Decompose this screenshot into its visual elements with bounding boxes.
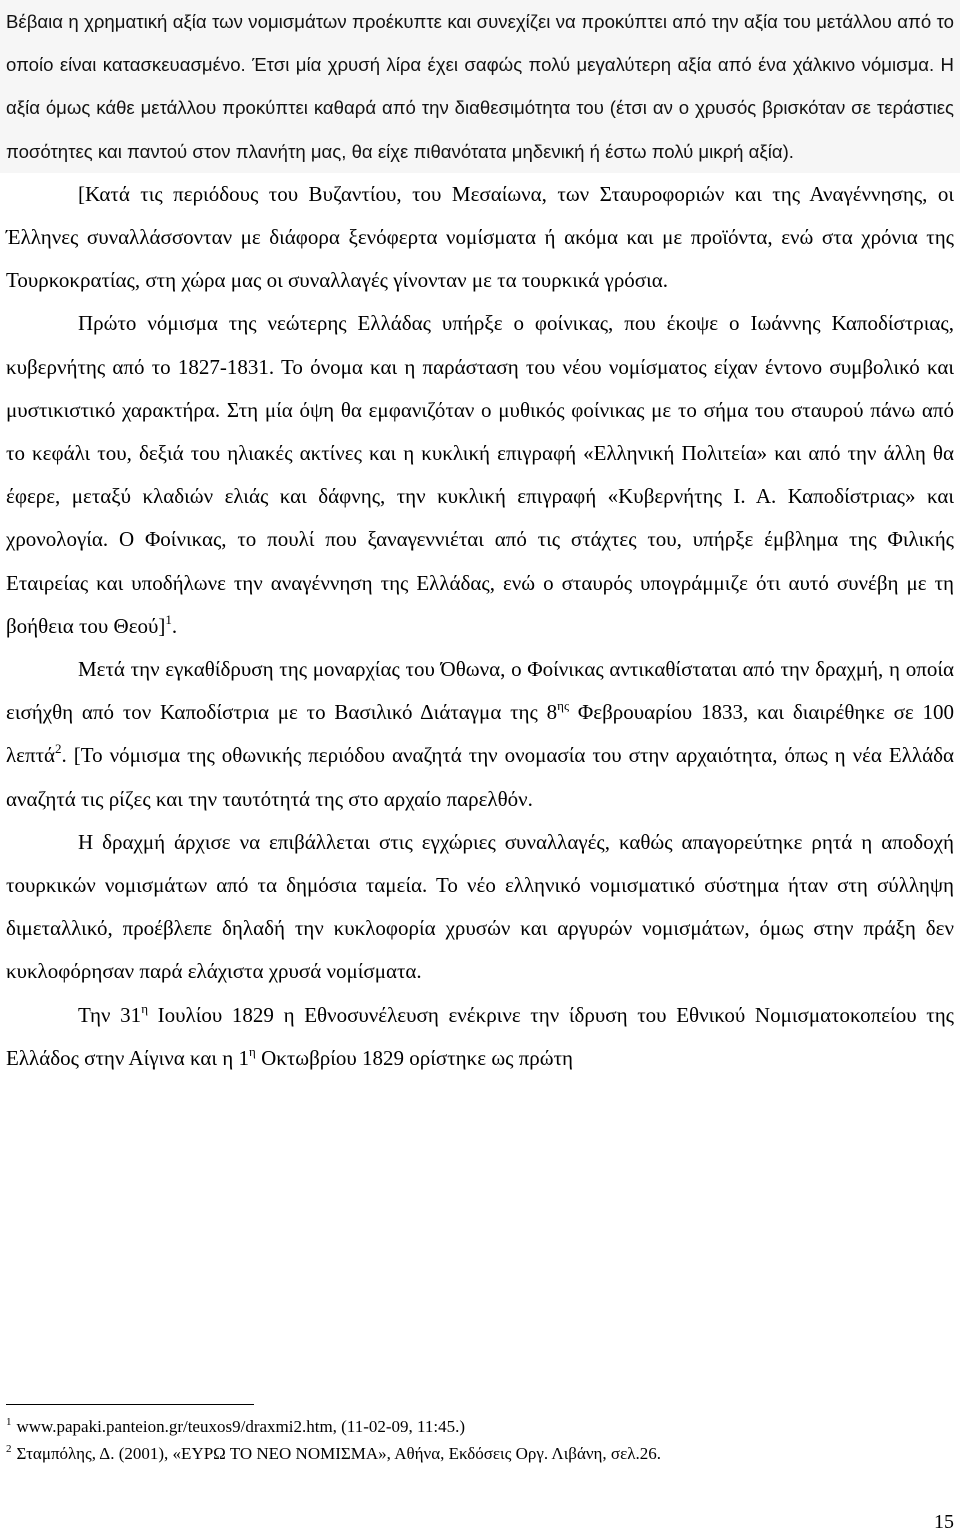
footnote-ref-1[interactable]: 1 — [165, 611, 172, 627]
footnote-separator — [6, 1404, 254, 1405]
paragraph-3-end: . — [171, 613, 178, 638]
ordinal-suffix: η — [249, 1043, 256, 1059]
paragraph-1-text: Βέβαια η χρηματική αξία των νομισμάτων προέκυπτε και συνεχίζει να προκύπτει από την αξία του μετάλλου από το οποίο είναι κατασκευασμένο. Έτσι μία χρυσή λίρα έχει σαφώς πολύ μεγαλύτερη αξία από ένα χάλκινο νόμισμα. Η αξία όμως κάθε μετάλλου προκύπτει καθαρά από την διαθεσιμότητα του (έτσι αν ο χρυσός βρισκόταν σε τεράστιες ποσότητες και παντού στον πλανήτη μας, θα είχε πιθανότατα μηδενική ή έστω πολύ μικρή αξία). — [6, 11, 954, 162]
footnote-number: 1 — [6, 1416, 12, 1428]
paragraph-4-text-c: . [Το νόμισμα της οθωνικής περιόδου αναζητά την ονομασία του στην αρχαιότητα, όπως η νέα Ελλάδα αναζητά τις ρίζες και την ταυτότητά της στο αρχαίο παρελθόν. — [6, 743, 954, 811]
paragraph-6-text-c: Οκτωβρίου 1829 ορίστηκε ως πρώτη — [255, 1045, 574, 1070]
footnotes — [6, 1404, 954, 1467]
paragraph-6-text-b: Ιουλίου 1829 η Εθνοσυνέλευση ενέκρινε την ίδρυση του Εθνικού Νομισματοκοπείου της Ελλάδος στην Αίγινα και η 1 — [6, 1002, 954, 1070]
paragraph-2-text: [Κατά τις περιόδους του Βυζαντίου, του Μεσαίωνα, των Σταυροφοριών και της Αναγέννησης, οι Έλληνες συναλλάσσονταν με διάφορα ξενόφερτα νομίσματα ή ακόμα και με προϊόντα, ενώ στα χρόνια της Τουρκοκρατίας, στη χώρα μας οι συναλλαγές γίνονταν με τα τουρκικά γρόσια. — [6, 181, 954, 293]
footnote-text[interactable]: www.papaki.panteion.gr/teuxos9/draxmi2.htm, (11-02-09, 11:45.) — [16, 1417, 466, 1436]
paragraph-4-text-a: Μετά την εγκαθίδρυση της μοναρχίας του Όθωνα, ο Φοίνικας αντικαθίσταται από την δραχμή, η οποία εισήχθη από τον Καποδίστρια με το Βασιλικό Διάταγμα της 8 — [6, 657, 954, 725]
paragraph-5 — [0, 821, 960, 994]
footnote-1 — [6, 1413, 954, 1440]
paragraph-5-text: Η δραχμή άρχισε να επιβάλλεται στις εγχώριες συναλλαγές, καθώς απαγορεύτηκε ρητά η αποδοχή τουρκικών νομισμάτων από τα δημόσια ταμεία. Το νέο ελληνικό νομισματικό σύστημα ήταν στη σύλληψη διμεταλλικό, προέβλεπε δηλαδή την κυκλοφορία χρυσών και αργυρών νομισμάτων, όμως στην πράξη δεν κυκλοφόρησαν παρά ελάχιστα χρυσά νομίσματα. — [6, 829, 954, 984]
paragraph-3-text: Πρώτο νόμισμα της νεώτερης Ελλάδας υπήρξε ο φοίνικας, που έκοψε ο Ιωάννης Καποδίστριας, κυβερνήτης από το 1827-1831. Το όνομα και η παράσταση του νέου νομίσματος είχαν έντονο συμβολικό και μυστικιστικό χαρακτήρα. Στη μία όψη θα εμφανιζόταν ο μυθικός φοίνικας με το σήμα του σταυρού πάνω από το κεφάλι του, δεξιά του ηλιακές ακτίνες και η κυκλική επιγραφή «Ελληνική Πολιτεία» και από την άλλη θα έφερε, μεταξύ κλαδιών ελιάς και δάφνης, την κυκλική επιγραφή «Κυβερνήτης Ι. Α. Καποδίστριας» και χρονολογία. Ο Φοίνικας, το πουλί που ξαναγεννιέται από τις στάχτες του, υπήρξε έμβλημα της Φιλικής Εταιρείας και υποδήλωνε την αναγέννηση της Ελλάδας, ενώ ο σταυρός υπογράμμιζε ότι αυτό συνέβη με τη βοήθεια του Θεού] — [6, 311, 954, 638]
page-number: 15 — [934, 1511, 954, 1533]
paragraph-1 — [0, 0, 960, 173]
ordinal-suffix: ης — [557, 698, 570, 714]
footnote-text: Σταμπόλης, Δ. (2001), «ΕΥΡΩ ΤΟ ΝΕΟ ΝΟΜΙΣΜΑ», Αθήνα, Εκδόσεις Οργ. Λιβάνη, σελ.26. — [16, 1444, 661, 1463]
footnote-2 — [6, 1440, 954, 1467]
paragraph-4-text-b: Φεβρουαρίου 1833, και διαιρέθηκε σε 100 λεπτά — [6, 700, 955, 768]
paragraph-6 — [0, 994, 960, 1080]
footnote-number: 2 — [6, 1443, 12, 1455]
paragraph-3 — [0, 302, 960, 648]
footnote-ref-2[interactable]: 2 — [55, 741, 62, 757]
paragraph-4 — [0, 648, 960, 821]
ordinal-suffix: η — [141, 1000, 148, 1016]
paragraph-6-text-a: Την 31 — [78, 1002, 142, 1027]
paragraph-2 — [0, 173, 960, 303]
